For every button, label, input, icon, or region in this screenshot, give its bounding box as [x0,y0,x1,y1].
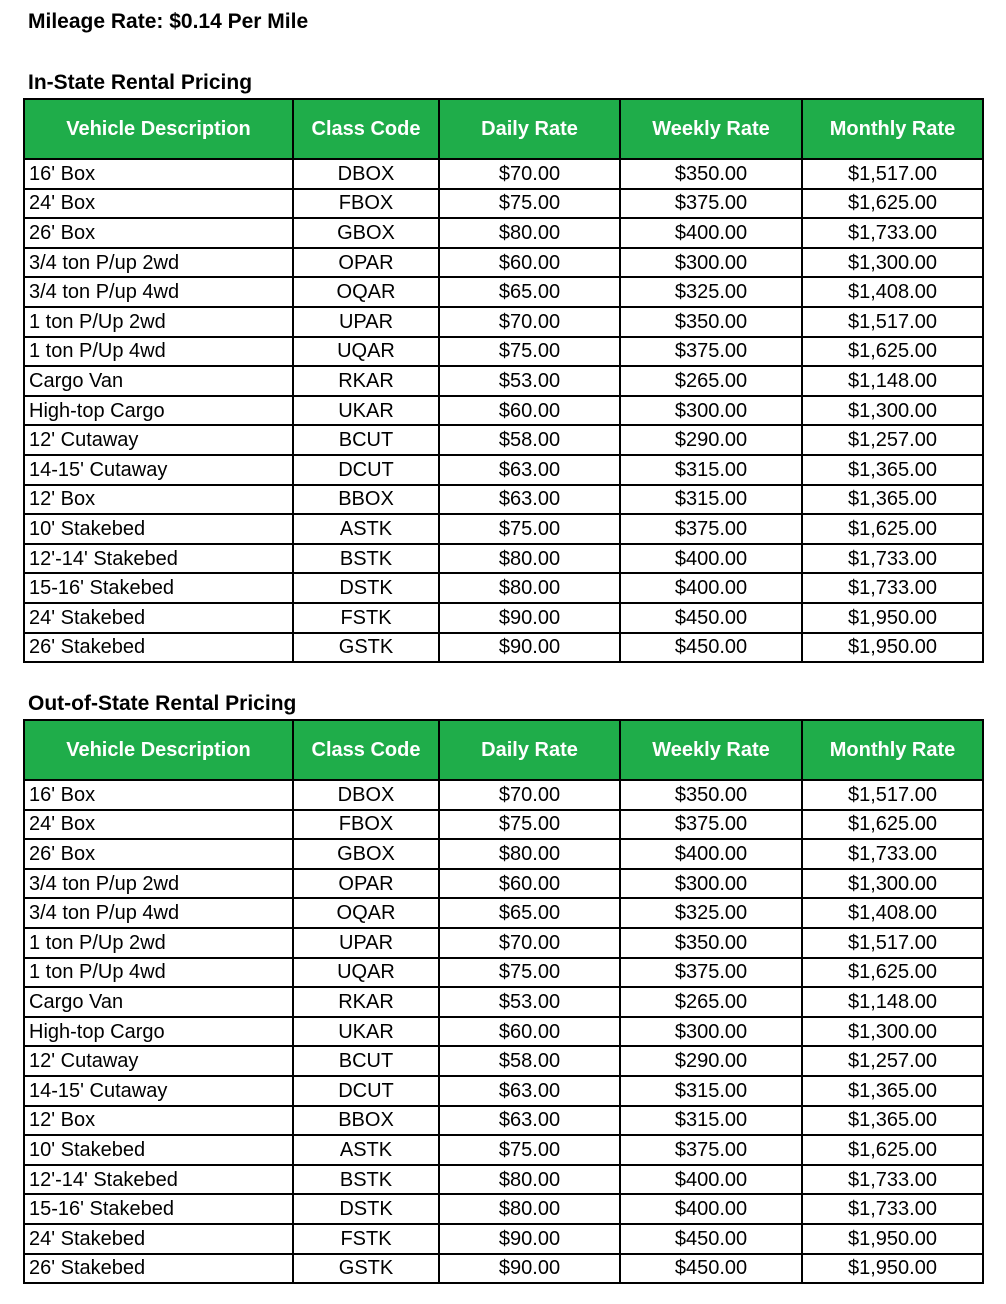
vehicle-description-cell: High-top Cargo [24,396,293,426]
class-code-cell: BBOX [293,1106,439,1136]
table-row [24,307,983,337]
weekly-rate-cell: $290.00 [620,425,802,455]
daily-rate-cell: $53.00 [439,366,620,396]
weekly-rate-cell: $290.00 [620,1046,802,1076]
daily-rate-cell: $60.00 [439,248,620,278]
daily-rate-cell: $80.00 [439,573,620,603]
weekly-rate-cell: $325.00 [620,898,802,928]
class-code-cell: BSTK [293,1165,439,1195]
weekly-rate-cell: $400.00 [620,573,802,603]
weekly-rate-cell: $300.00 [620,248,802,278]
class-code-cell: DSTK [293,573,439,603]
vehicle-description-cell: 15-16' Stakebed [24,1194,293,1224]
vehicle-description-cell: 16' Box [24,159,293,189]
vehicle-description-cell: Cargo Van [24,366,293,396]
weekly-rate-cell: $450.00 [620,603,802,633]
vehicle-description-cell: 14-15' Cutaway [24,1076,293,1106]
vehicle-description-cell: 3/4 ton P/up 2wd [24,869,293,899]
daily-rate-cell: $90.00 [439,603,620,633]
col-header-monthly-rate: Monthly Rate [802,99,983,159]
monthly-rate-cell: $1,625.00 [802,958,983,988]
vehicle-description-cell: 14-15' Cutaway [24,455,293,485]
class-code-cell: GBOX [293,839,439,869]
monthly-rate-cell: $1,950.00 [802,1224,983,1254]
monthly-rate-cell: $1,408.00 [802,898,983,928]
daily-rate-cell: $60.00 [439,869,620,899]
out-of-state-title: Out-of-State Rental Pricing [28,692,297,715]
col-header-class-code: Class Code [293,99,439,159]
daily-rate-cell: $70.00 [439,928,620,958]
table-row [24,1194,983,1224]
daily-rate-cell: $80.00 [439,839,620,869]
class-code-cell: FBOX [293,189,439,219]
class-code-cell: UKAR [293,396,439,426]
monthly-rate-cell: $1,300.00 [802,248,983,278]
table-row [24,1254,983,1284]
monthly-rate-cell: $1,625.00 [802,189,983,219]
monthly-rate-cell: $1,733.00 [802,839,983,869]
class-code-cell: UQAR [293,337,439,367]
class-code-cell: BCUT [293,425,439,455]
weekly-rate-cell: $350.00 [620,307,802,337]
class-code-cell: DCUT [293,1076,439,1106]
class-code-cell: UKAR [293,1017,439,1047]
daily-rate-cell: $90.00 [439,1254,620,1284]
monthly-rate-cell: $1,365.00 [802,1076,983,1106]
weekly-rate-cell: $350.00 [620,780,802,810]
daily-rate-cell: $75.00 [439,958,620,988]
weekly-rate-cell: $315.00 [620,485,802,515]
weekly-rate-cell: $375.00 [620,958,802,988]
in-state-title: In-State Rental Pricing [28,71,253,94]
vehicle-description-cell: 12'-14' Stakebed [24,1165,293,1195]
daily-rate-cell: $75.00 [439,810,620,840]
class-code-cell: FSTK [293,603,439,633]
table-row [24,248,983,278]
weekly-rate-cell: $265.00 [620,366,802,396]
weekly-rate-cell: $300.00 [620,1017,802,1047]
class-code-cell: BBOX [293,485,439,515]
daily-rate-cell: $75.00 [439,1135,620,1165]
weekly-rate-cell: $400.00 [620,544,802,574]
monthly-rate-cell: $1,625.00 [802,514,983,544]
monthly-rate-cell: $1,625.00 [802,337,983,367]
daily-rate-cell: $80.00 [439,544,620,574]
vehicle-description-cell: 26' Stakebed [24,1254,293,1284]
monthly-rate-cell: $1,733.00 [802,1194,983,1224]
header-row [24,720,983,780]
table-row [24,1106,983,1136]
class-code-cell: ASTK [293,1135,439,1165]
class-code-cell: UQAR [293,958,439,988]
weekly-rate-cell: $375.00 [620,189,802,219]
table-row [24,633,983,663]
weekly-rate-cell: $450.00 [620,1254,802,1284]
table-row [24,425,983,455]
daily-rate-cell: $63.00 [439,485,620,515]
weekly-rate-cell: $300.00 [620,396,802,426]
class-code-cell: ASTK [293,514,439,544]
vehicle-description-cell: 15-16' Stakebed [24,573,293,603]
daily-rate-cell: $75.00 [439,189,620,219]
mileage-rate-heading: Mileage Rate: $0.14 Per Mile [28,10,309,33]
col-header-vehicle-description: Vehicle Description [24,99,293,159]
weekly-rate-cell: $300.00 [620,869,802,899]
monthly-rate-cell: $1,300.00 [802,869,983,899]
daily-rate-cell: $53.00 [439,987,620,1017]
vehicle-description-cell: 1 ton P/Up 2wd [24,928,293,958]
vehicle-description-cell: 1 ton P/Up 4wd [24,337,293,367]
class-code-cell: GBOX [293,218,439,248]
monthly-rate-cell: $1,148.00 [802,987,983,1017]
table-row [24,1017,983,1047]
weekly-rate-cell: $450.00 [620,633,802,663]
weekly-rate-cell: $325.00 [620,277,802,307]
header-row [24,99,983,159]
table-row [24,159,983,189]
monthly-rate-cell: $1,625.00 [802,1135,983,1165]
table-row [24,514,983,544]
vehicle-description-cell: 16' Box [24,780,293,810]
monthly-rate-cell: $1,733.00 [802,218,983,248]
monthly-rate-cell: $1,517.00 [802,307,983,337]
class-code-cell: GSTK [293,1254,439,1284]
monthly-rate-cell: $1,300.00 [802,1017,983,1047]
daily-rate-cell: $58.00 [439,425,620,455]
daily-rate-cell: $80.00 [439,1194,620,1224]
vehicle-description-cell: 26' Box [24,218,293,248]
class-code-cell: FBOX [293,810,439,840]
col-header-daily-rate: Daily Rate [439,99,620,159]
monthly-rate-cell: $1,733.00 [802,573,983,603]
class-code-cell: OPAR [293,869,439,899]
class-code-cell: RKAR [293,987,439,1017]
vehicle-description-cell: 3/4 ton P/up 4wd [24,898,293,928]
table-row [24,337,983,367]
vehicle-description-cell: Cargo Van [24,987,293,1017]
daily-rate-cell: $63.00 [439,1106,620,1136]
class-code-cell: FSTK [293,1224,439,1254]
weekly-rate-cell: $315.00 [620,1106,802,1136]
table-row [24,1135,983,1165]
monthly-rate-cell: $1,408.00 [802,277,983,307]
daily-rate-cell: $63.00 [439,1076,620,1106]
class-code-cell: BSTK [293,544,439,574]
monthly-rate-cell: $1,300.00 [802,396,983,426]
daily-rate-cell: $63.00 [439,455,620,485]
daily-rate-cell: $75.00 [439,337,620,367]
daily-rate-cell: $65.00 [439,898,620,928]
monthly-rate-cell: $1,365.00 [802,1106,983,1136]
col-header-class-code: Class Code [293,720,439,780]
vehicle-description-cell: 10' Stakebed [24,514,293,544]
daily-rate-cell: $58.00 [439,1046,620,1076]
table-row [24,869,983,899]
monthly-rate-cell: $1,517.00 [802,928,983,958]
class-code-cell: GSTK [293,633,439,663]
vehicle-description-cell: 24' Box [24,810,293,840]
table-row [24,277,983,307]
col-header-weekly-rate: Weekly Rate [620,720,802,780]
daily-rate-cell: $70.00 [439,780,620,810]
col-header-weekly-rate: Weekly Rate [620,99,802,159]
class-code-cell: UPAR [293,928,439,958]
monthly-rate-cell: $1,950.00 [802,1254,983,1284]
daily-rate-cell: $65.00 [439,277,620,307]
vehicle-description-cell: 24' Box [24,189,293,219]
vehicle-description-cell: 26' Stakebed [24,633,293,663]
monthly-rate-cell: $1,257.00 [802,1046,983,1076]
table-row [24,1076,983,1106]
monthly-rate-cell: $1,517.00 [802,159,983,189]
weekly-rate-cell: $315.00 [620,455,802,485]
monthly-rate-cell: $1,733.00 [802,1165,983,1195]
weekly-rate-cell: $315.00 [620,1076,802,1106]
out-of-state-pricing-table [23,719,984,1284]
weekly-rate-cell: $400.00 [620,218,802,248]
vehicle-description-cell: 24' Stakebed [24,1224,293,1254]
table-row [24,366,983,396]
class-code-cell: OPAR [293,248,439,278]
class-code-cell: DBOX [293,780,439,810]
vehicle-description-cell: High-top Cargo [24,1017,293,1047]
monthly-rate-cell: $1,517.00 [802,780,983,810]
monthly-rate-cell: $1,950.00 [802,633,983,663]
table-row [24,839,983,869]
col-header-daily-rate: Daily Rate [439,720,620,780]
daily-rate-cell: $80.00 [439,1165,620,1195]
table-row [24,485,983,515]
table-row [24,1165,983,1195]
table-row [24,1046,983,1076]
monthly-rate-cell: $1,625.00 [802,810,983,840]
weekly-rate-cell: $375.00 [620,514,802,544]
daily-rate-cell: $70.00 [439,159,620,189]
table-row [24,780,983,810]
daily-rate-cell: $80.00 [439,218,620,248]
class-code-cell: RKAR [293,366,439,396]
weekly-rate-cell: $350.00 [620,928,802,958]
monthly-rate-cell: $1,365.00 [802,485,983,515]
monthly-rate-cell: $1,148.00 [802,366,983,396]
table-row [24,958,983,988]
vehicle-description-cell: 1 ton P/Up 4wd [24,958,293,988]
weekly-rate-cell: $450.00 [620,1224,802,1254]
weekly-rate-cell: $350.00 [620,159,802,189]
daily-rate-cell: $60.00 [439,1017,620,1047]
weekly-rate-cell: $375.00 [620,1135,802,1165]
table-row [24,189,983,219]
weekly-rate-cell: $265.00 [620,987,802,1017]
table-row [24,987,983,1017]
class-code-cell: OQAR [293,898,439,928]
monthly-rate-cell: $1,257.00 [802,425,983,455]
daily-rate-cell: $90.00 [439,633,620,663]
monthly-rate-cell: $1,950.00 [802,603,983,633]
table-row [24,1224,983,1254]
class-code-cell: DSTK [293,1194,439,1224]
table-row [24,573,983,603]
vehicle-description-cell: 12' Cutaway [24,425,293,455]
weekly-rate-cell: $400.00 [620,839,802,869]
table-row [24,218,983,248]
vehicle-description-cell: 12'-14' Stakebed [24,544,293,574]
vehicle-description-cell: 1 ton P/Up 2wd [24,307,293,337]
table-row [24,396,983,426]
weekly-rate-cell: $375.00 [620,337,802,367]
table-row [24,455,983,485]
vehicle-description-cell: 3/4 ton P/up 2wd [24,248,293,278]
monthly-rate-cell: $1,365.00 [802,455,983,485]
table-row [24,544,983,574]
daily-rate-cell: $60.00 [439,396,620,426]
col-header-monthly-rate: Monthly Rate [802,720,983,780]
monthly-rate-cell: $1,733.00 [802,544,983,574]
vehicle-description-cell: 24' Stakebed [24,603,293,633]
class-code-cell: BCUT [293,1046,439,1076]
daily-rate-cell: $75.00 [439,514,620,544]
vehicle-description-cell: 10' Stakebed [24,1135,293,1165]
class-code-cell: OQAR [293,277,439,307]
table-row [24,603,983,633]
vehicle-description-cell: 26' Box [24,839,293,869]
vehicle-description-cell: 12' Cutaway [24,1046,293,1076]
class-code-cell: UPAR [293,307,439,337]
weekly-rate-cell: $375.00 [620,810,802,840]
class-code-cell: DCUT [293,455,439,485]
in-state-pricing-table [23,98,984,663]
vehicle-description-cell: 12' Box [24,485,293,515]
vehicle-description-cell: 3/4 ton P/up 4wd [24,277,293,307]
weekly-rate-cell: $400.00 [620,1194,802,1224]
daily-rate-cell: $90.00 [439,1224,620,1254]
table-row [24,898,983,928]
table-row [24,928,983,958]
table-row [24,810,983,840]
daily-rate-cell: $70.00 [439,307,620,337]
weekly-rate-cell: $400.00 [620,1165,802,1195]
vehicle-description-cell: 12' Box [24,1106,293,1136]
col-header-vehicle-description: Vehicle Description [24,720,293,780]
class-code-cell: DBOX [293,159,439,189]
